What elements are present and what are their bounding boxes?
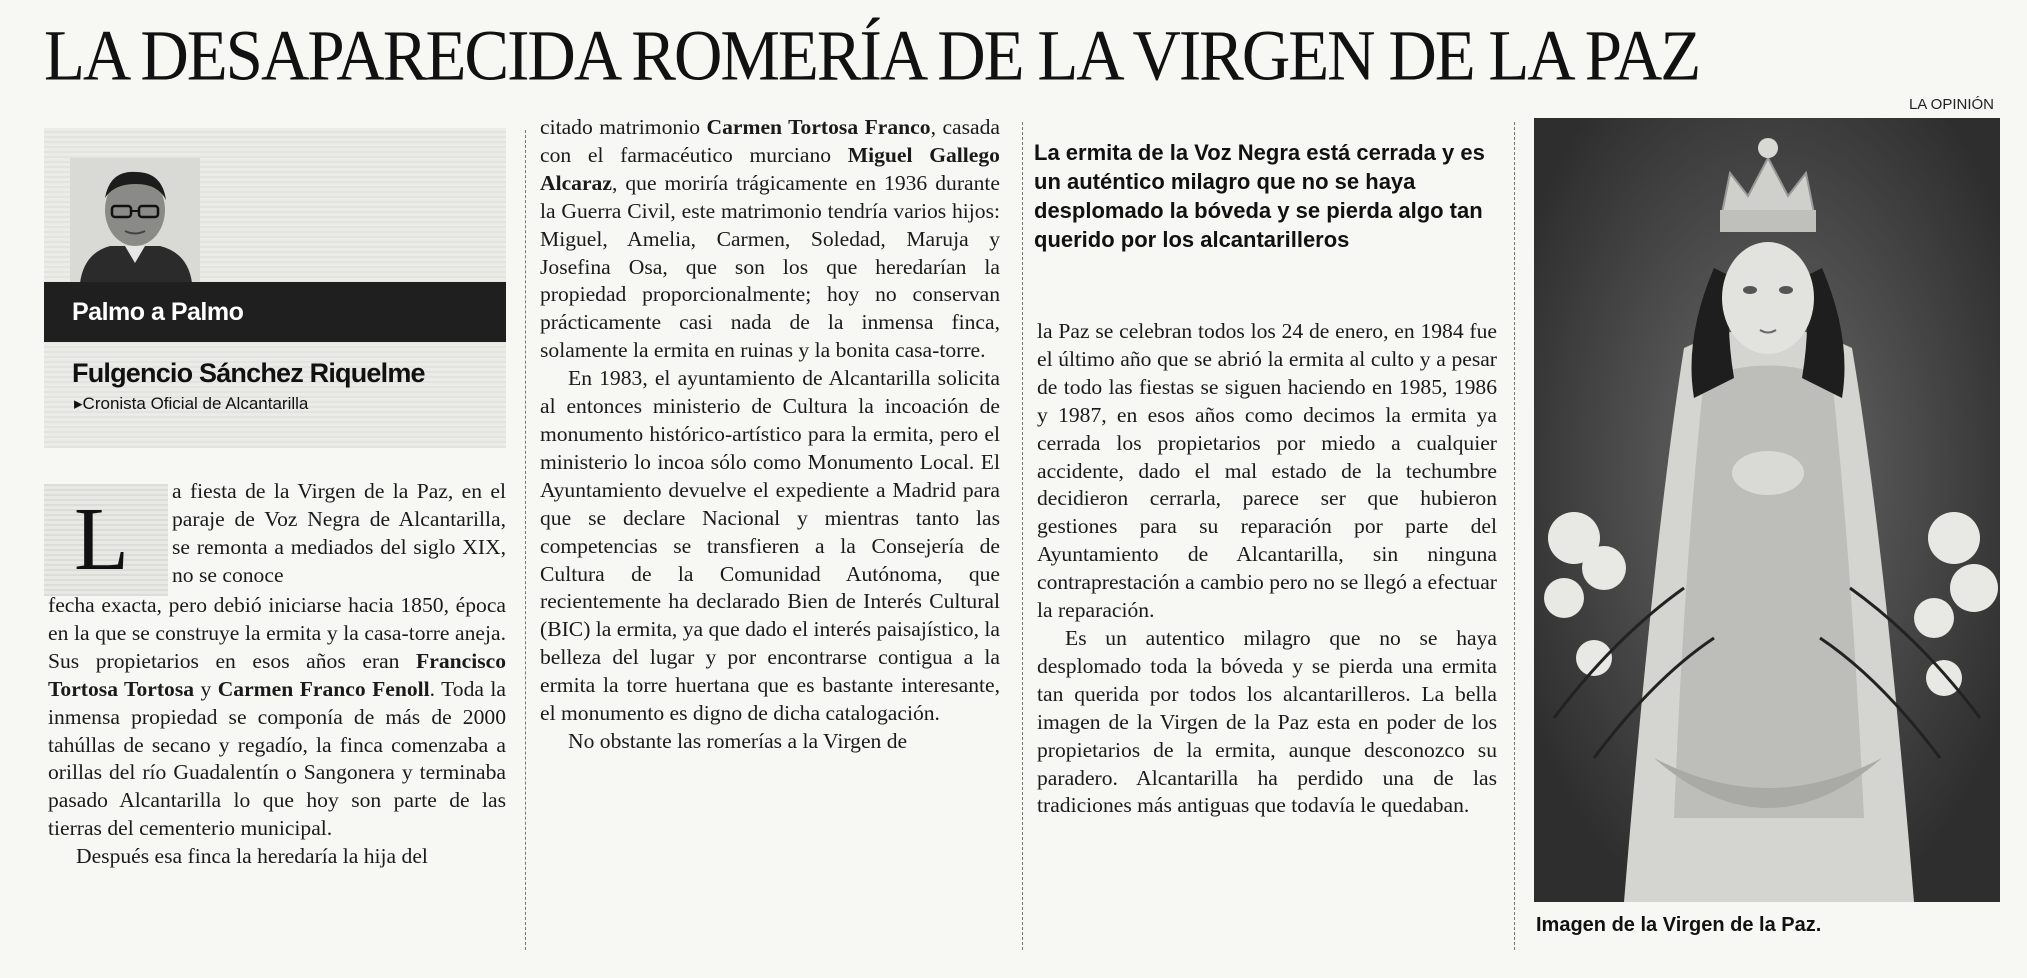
column-divider xyxy=(1514,122,1515,950)
paragraph-2-start: Después esa finca la heredaría la hija del xyxy=(76,844,428,869)
column-1-top-text xyxy=(172,478,506,590)
column-divider xyxy=(1022,122,1023,950)
author-name: Fulgencio Sánchez Riquelme xyxy=(72,358,425,388)
column-1-text xyxy=(48,592,506,871)
paragraph-3: En 1983, el ayuntamiento de Alcantarilla solicita al entonces ministerio de Cultura la incoación de monumento histórico-artístico para la ermita, pero el ministerio lo incoa sólo como Monumento Local. El Ayuntamiento devuelve el expediente a Madrid para que se declare Nacional y mientras tanto las competencias se transfieren a la Consejería de Cultura de la Comunidad Autónoma, que recientemente ha declarado Bien de Interés Cultural (BIC) la ermita, ya que dado el interés paisajístico, la belleza del lugar y por encontrarse contigua a la ermita la torre huertana que es bastante interesante, el monumento es digno de dicha catalogación. xyxy=(540,366,1000,726)
pull-quote: La ermita de la Voz Negra está cerrada y es un auténtico milagro que no se haya desplomado la bóveda y se pierda algo tan querido por los alcantarilleros xyxy=(1034,140,1485,252)
paragraph-1-start: a fiesta de la Virgen de la Paz, en el paraje de Voz Negra de Alcantarilla, se remonta a mediados del siglo XIX, no se conoce xyxy=(172,479,506,587)
paragraph-4-continued: la Paz se celebran todos los 24 de enero, en 1984 fue el último año que se abrió la ermita al culto y a pesar de todo las fiestas se siguen haciendo en 1985, 1986 y 1987, en esos años como decimos la ermita ya cerrada los propietarios por miedo a cualquier accidente, dado el mal estado de la techumbre decidieron cerrarla, parece ser que hubieron gestiones para su reparación por parte del Ayuntamiento de Alcantarilla, sin ninguna contraprestación a cambio pero no se llegó a efectuar la reparación. xyxy=(1037,319,1497,623)
photo-caption: Imagen de la Virgen de la Paz. xyxy=(1536,914,1822,936)
virgin-photo xyxy=(1534,118,2000,902)
paragraph-1-continued: fecha exacta, pero debió iniciarse hacia 1850, época en la que se construye la ermita y la casa-torre aneja. Sus propietarios en esos años eran Francisco Tortosa Tortosa y Carmen Franco Fenoll. Toda la inmensa propiedad se componía de más de 2000 tahúllas de secano y regadío, la finca comenzaba a orillas del río Guadalentín o Sangonera y terminaba pasado Alcantarilla lo que hoy son parte de las tierras del cementerio municipal. xyxy=(48,593,506,841)
author-photo xyxy=(70,158,200,283)
column-2-text xyxy=(540,114,1000,756)
author-role: ▸Cronista Oficial de Alcantarilla xyxy=(74,394,309,413)
column-banner: Palmo a Palmo xyxy=(44,282,506,342)
source-credit: LA OPINIÓN xyxy=(1908,96,1994,113)
triangle-bullet-icon: ▸ xyxy=(74,394,83,413)
column-3-text xyxy=(1037,318,1497,820)
dropcap-letter: L xyxy=(74,490,129,589)
virgin-image-icon xyxy=(1534,118,2000,902)
column-divider xyxy=(525,130,526,950)
paragraph-2-continued: citado matrimonio Carmen Tortosa Franco, casada con el farmacéutico murciano Miguel Gallego Alcaraz, que moriría trágicamente en 1936 durante la Guerra Civil, este matrimonio tendría varios hijos: Miguel, Amelia, Carmen, Soledad, Maruja y Josefina Osa, que son los que heredarían la propiedad proporcionalmente; hoy no conservan prácticamente casi nada de la inmensa finca, solamente la ermita en ruinas y la bonita casa-torre. xyxy=(540,115,1000,363)
paragraph-4-start: No obstante las romerías a la Virgen de xyxy=(568,728,908,753)
headline: LA DESAPARECIDA ROMERÍA DE LA VIRGEN DE LA PAZ xyxy=(44,15,1700,96)
paragraph-5: Es un autentico milagro que no se haya desplomado toda la bóveda y se pierda una ermita tan querida por todos los alcantarilleros. La bella imagen de la Virgen de la Paz esta en poder de los propietarios de la ermita, aunque desconozco su paradero. Alcantarilla ha perdido una de las tradiciones más antiguas que todavía le quedaban. xyxy=(1037,625,1497,818)
